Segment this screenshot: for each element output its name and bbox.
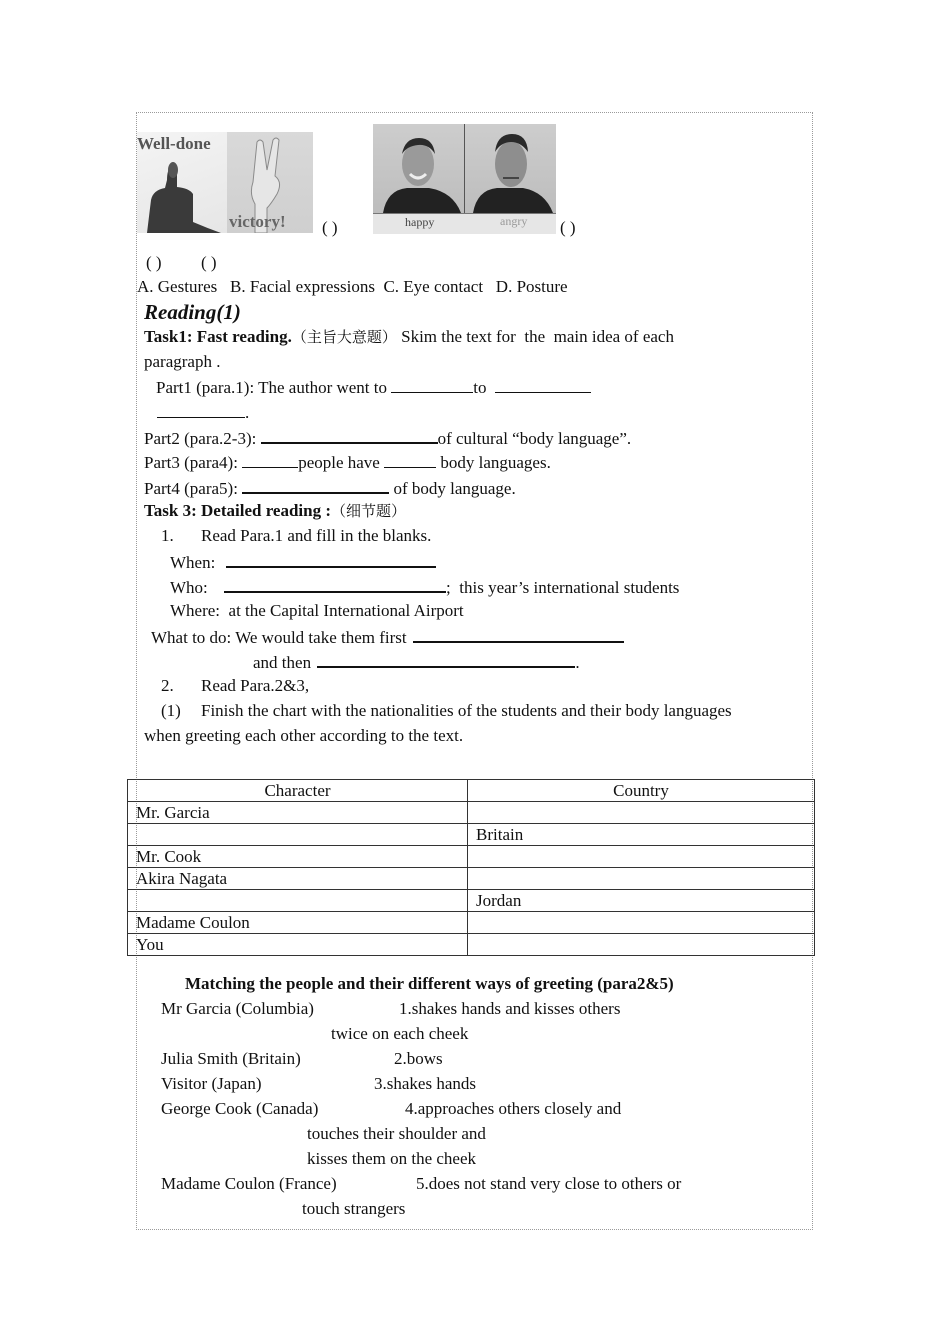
part1-blank-3[interactable] bbox=[157, 402, 245, 418]
q1-who-label: Who: bbox=[170, 578, 208, 597]
match-way-5-cont: touch strangers bbox=[302, 1199, 406, 1218]
table-row bbox=[128, 802, 815, 824]
match-way-3: 3.shakes hands bbox=[374, 1074, 476, 1093]
victory-gesture-image bbox=[227, 132, 313, 233]
task3-cn-label: （细节题） bbox=[331, 502, 407, 520]
part3-line bbox=[144, 452, 551, 473]
table-row bbox=[128, 846, 815, 868]
cell-country[interactable] bbox=[468, 846, 815, 868]
part2-blank[interactable] bbox=[261, 427, 438, 444]
answer-bracket-well-done[interactable]: ( ) bbox=[146, 253, 162, 272]
header-character: Character bbox=[128, 780, 468, 802]
matching-title: Matching the people and their different ways of greeting (para2&5) bbox=[185, 974, 674, 993]
q2-sub-text-cont: when greeting each other according to the text. bbox=[144, 726, 464, 745]
q1-period: . bbox=[575, 653, 580, 672]
cell-character[interactable]: You bbox=[128, 934, 468, 956]
match-person-4: George Cook (Canada) bbox=[161, 1099, 319, 1118]
table-header-row bbox=[128, 780, 815, 802]
part3-suffix: body languages. bbox=[436, 453, 551, 472]
cell-country[interactable] bbox=[468, 802, 815, 824]
part2-line bbox=[144, 427, 631, 449]
q1-when-blank[interactable] bbox=[226, 551, 436, 568]
part4-suffix: of body language. bbox=[389, 479, 516, 498]
part1-prefix: Part1 (para.1): The author went to bbox=[156, 378, 392, 397]
q1-what-line bbox=[151, 626, 624, 648]
happy-face-icon bbox=[373, 124, 464, 213]
part1-end: . bbox=[245, 403, 250, 422]
q1-what-blank-2[interactable] bbox=[317, 651, 575, 668]
cell-country[interactable] bbox=[468, 912, 815, 934]
q2-number: 2. bbox=[161, 676, 174, 695]
q1-text: Read Para.1 and fill in the blanks. bbox=[201, 526, 432, 545]
q1-and-then-label: and then bbox=[253, 653, 312, 672]
table-row bbox=[128, 890, 815, 912]
part3-mid: people have bbox=[298, 453, 385, 472]
q1-what-label: What to do: We would take them first bbox=[151, 628, 407, 647]
part1-blank-2[interactable] bbox=[495, 377, 591, 393]
match-way-4-cont-1: touches their shoulder and bbox=[307, 1124, 486, 1143]
reading-title: Reading(1) bbox=[144, 300, 241, 324]
match-way-1-cont: twice on each cheek bbox=[331, 1024, 469, 1043]
q1-who-line bbox=[170, 576, 679, 598]
q1-what-blank-1[interactable] bbox=[413, 626, 624, 643]
well-done-gesture-image bbox=[137, 132, 227, 233]
answer-options: A. Gestures B. Facial expressions C. Eye contact D. Posture bbox=[137, 277, 568, 296]
table-row bbox=[128, 934, 815, 956]
face-caption-strip bbox=[373, 213, 556, 234]
part4-blank[interactable] bbox=[242, 477, 389, 494]
task1-label: Task1: Fast reading. bbox=[144, 327, 292, 346]
angry-caption: angry bbox=[500, 214, 528, 228]
part3-prefix: Part3 (para4): bbox=[144, 453, 243, 472]
task1-instruction: Skim the text for the main idea of each bbox=[401, 327, 674, 346]
cell-country[interactable] bbox=[468, 868, 815, 890]
answer-bracket-victory[interactable]: ( ) bbox=[201, 253, 217, 272]
happy-face-panel bbox=[373, 124, 464, 213]
q1-when-line bbox=[170, 551, 436, 573]
answer-bracket-gestures[interactable]: ( ) bbox=[322, 218, 338, 237]
match-person-1: Mr Garcia (Columbia) bbox=[161, 999, 314, 1018]
well-done-caption: Well-done bbox=[137, 134, 211, 153]
q1-and-then-line bbox=[253, 651, 580, 673]
part3-blank-1[interactable] bbox=[242, 452, 298, 468]
q1-who-suffix: ; this year’s international students bbox=[446, 578, 680, 597]
q1-where: Where: at the Capital International Airport bbox=[170, 601, 464, 620]
cell-character[interactable] bbox=[128, 890, 468, 912]
cell-country[interactable]: Jordan bbox=[468, 890, 815, 912]
cell-character[interactable] bbox=[128, 824, 468, 846]
task3-line bbox=[144, 501, 406, 521]
cell-character[interactable]: Mr. Cook bbox=[128, 846, 468, 868]
table-row bbox=[128, 912, 815, 934]
part3-blank-2[interactable] bbox=[384, 452, 436, 468]
part1-line-cont bbox=[157, 402, 249, 423]
match-way-4: 4.approaches others closely and bbox=[405, 1099, 622, 1118]
task3-label: Task 3: Detailed reading : bbox=[144, 501, 332, 520]
part1-line bbox=[156, 377, 591, 398]
match-way-1: 1.shakes hands and kisses others bbox=[399, 999, 621, 1018]
header-country: Country bbox=[468, 780, 815, 802]
q1-when-label: When: bbox=[170, 553, 216, 572]
victory-caption: victory! bbox=[229, 212, 286, 231]
task1-instruction-cont: paragraph . bbox=[144, 352, 221, 371]
task1-cn-label: （主旨大意题） bbox=[291, 328, 397, 346]
part1-mid: to bbox=[473, 378, 487, 397]
match-way-4-cont-2: kisses them on the cheek bbox=[307, 1149, 477, 1168]
happy-caption: happy bbox=[405, 215, 435, 229]
q2-sub-text: Finish the chart with the nationalities of the students and their body languages bbox=[201, 701, 732, 720]
table-row bbox=[128, 868, 815, 890]
facial-expressions-image bbox=[373, 124, 556, 234]
task1-line bbox=[144, 327, 674, 347]
match-way-2: 2.bows bbox=[394, 1049, 443, 1068]
table-row bbox=[128, 824, 815, 846]
cell-country[interactable] bbox=[468, 934, 815, 956]
part1-blank-1[interactable] bbox=[391, 377, 473, 393]
answer-bracket-faces[interactable]: ( ) bbox=[560, 218, 576, 237]
part4-prefix: Part4 (para5): bbox=[144, 479, 243, 498]
cell-character[interactable]: Madame Coulon bbox=[128, 912, 468, 934]
part2-prefix: Part2 (para.2-3): bbox=[144, 429, 261, 448]
match-person-3: Visitor (Japan) bbox=[161, 1074, 262, 1093]
part2-suffix: of cultural “body language”. bbox=[437, 429, 632, 448]
match-person-5: Madame Coulon (France) bbox=[161, 1174, 337, 1193]
match-way-5: 5.does not stand very close to others or bbox=[416, 1174, 682, 1193]
q1-who-blank[interactable] bbox=[224, 576, 446, 593]
cell-character[interactable]: Mr. Garcia bbox=[128, 802, 468, 824]
angry-face-icon bbox=[465, 124, 556, 213]
cell-character[interactable]: Akira Nagata bbox=[128, 868, 468, 890]
q2-sub-number: (1) bbox=[161, 701, 181, 720]
q2-text: Read Para.2&3, bbox=[201, 676, 310, 695]
angry-face-panel bbox=[465, 124, 556, 213]
q1-number: 1. bbox=[161, 526, 174, 545]
character-country-table bbox=[127, 779, 815, 956]
cell-country[interactable]: Britain bbox=[468, 824, 815, 846]
part4-line bbox=[144, 477, 516, 499]
match-person-2: Julia Smith (Britain) bbox=[161, 1049, 301, 1068]
